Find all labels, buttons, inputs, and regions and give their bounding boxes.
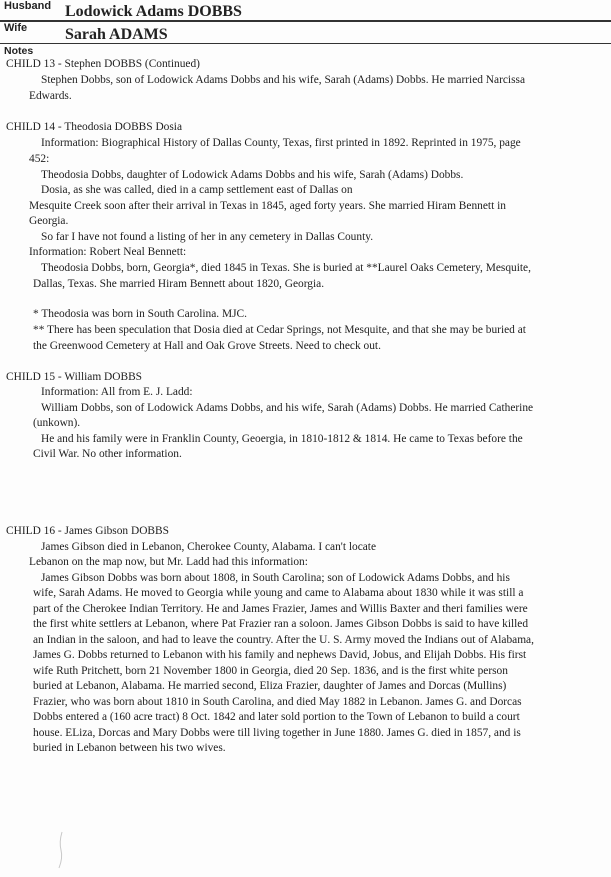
note-line: the first white settlers at Lebanon, where Pat Frazier ran a soloon. James Gibson Dobbs is said to have killed [33, 618, 529, 630]
note-line: He and his family were in Franklin County, Geoergia, in 1810-1812 & 1814. He came to Texas before the [41, 433, 523, 445]
husband-name: Lodowick Adams DOBBS [65, 3, 242, 20]
note-line: (unkown). [33, 417, 81, 429]
note-line: Information: Biographical History of Dallas County, Texas, first printed in 1892. Reprinted in 1975, page [41, 137, 521, 149]
note-line: Frazier, who was born about 1810 in South Carolina, and died May 1882 in Lebanon. James G. and Dorcas [33, 696, 522, 708]
wife-name: Sarah ADAMS [65, 26, 168, 43]
child-13-heading: CHILD 13 - Stephen DOBBS (Continued) [6, 58, 200, 70]
notes-label: Notes [4, 45, 34, 57]
note-line: buried in Lebanon between his two wives. [33, 742, 226, 754]
husband-label: Husband [4, 0, 52, 12]
note-line: Mesquite Creek soon after their arrival in Texas in 1845, aged forty years. She married Hiram Bennett in [29, 200, 506, 212]
header-rule-bottom [0, 43, 611, 44]
note-line: Dosia, as she was called, died in a camp settlement east of Dallas on [41, 184, 353, 196]
note-line: Stephen Dobbs, son of Lodowick Adams Dobbs and his wife, Sarah (Adams) Dobbs. He married Narcissa [41, 74, 526, 86]
child-14-heading: CHILD 14 - Theodosia DOBBS Dosia [6, 121, 183, 133]
note-line: Information: All from E. J. Ladd: [41, 386, 193, 398]
note-line: wife Ruth Pritchett, born 21 November 1800 in Georgia, died 20 Sep. 1836, and is the first white person [33, 665, 508, 677]
header-rule-top [0, 20, 611, 22]
child-15-heading: CHILD 15 - William DOBBS [6, 371, 143, 383]
note-line: Dobbs entered a (160 acre tract) 8 Oct. 1842 and later sold portion to the Town of Lebanon to build a court [33, 711, 520, 723]
note-line: James G. Dobbs returned to Lebanon with his family and nephews David, Jobus, and Elijah Dobbs. His first [33, 649, 527, 661]
note-line: part of the Cherokee Indian Territory. He and James Frazier, James and Willis Baxter and theri families were [33, 603, 528, 615]
scan-mark [56, 830, 66, 870]
note-line: Civil War. No other information. [33, 448, 182, 460]
note-line: Theodosia Dobbs, born, Georgia*, died 1845 in Texas. She is buried at **Laurel Oaks Cemetery, Mesquite, [41, 262, 531, 274]
note-line: Lebanon on the map now, but Mr. Ladd had this information: [29, 556, 308, 568]
note-line: James Gibson Dobbs was born about 1808, in South Carolina; son of Lodowick Adams Dobbs, and his [41, 572, 510, 584]
note-line: Information: Robert Neal Bennett: [29, 246, 187, 258]
note-line: buried at Lebanon, Alabama. He married second, Eliza Frazier, daughter of James and Dorcas (Mullins) [33, 680, 507, 692]
wife-label: Wife [4, 22, 28, 34]
note-line: Georgia. [29, 215, 69, 227]
note-line: Edwards. [29, 90, 72, 102]
note-line: William Dobbs, son of Lodowick Adams Dobbs, and his wife, Sarah (Adams) Dobbs. He married Catherine [41, 402, 534, 414]
footnote-line: * Theodosia was born in South Carolina. MJC. [33, 308, 247, 320]
note-line: an Indian in the saloon, and had to leave the country. After the U. S. Army moved the Indians out of Alabama, [33, 634, 534, 646]
note-line: 452: [29, 153, 50, 165]
note-line: wife, Sarah Adams. He moved to Georgia while young and came to Alabama about 1830 while it was still a [33, 587, 524, 599]
note-line: Theodosia Dobbs, daughter of Lodowick Adams Dobbs and his wife, Sarah (Adams) Dobbs. [41, 169, 464, 181]
footnote-line: the Greenwood Cemetery at Hall and Oak Grove Streets. Need to check out. [33, 340, 381, 352]
footnote-line: ** There has been speculation that Dosia died at Cedar Springs, not Mesquite, and that she may be buried at [33, 324, 526, 336]
note-line: James Gibson died in Lebanon, Cherokee County, Alabama. I can't locate [41, 541, 377, 553]
note-line: So far I have not found a listing of her in any cemetery in Dallas County. [41, 231, 374, 243]
note-line: house. ELiza, Dorcas and Mary Dobbs were till living together in June 1880. James G. died in 1857, and is [33, 727, 521, 739]
note-line: Dallas, Texas. She married Hiram Bennett about 1820, Georgia. [33, 278, 325, 290]
child-16-heading: CHILD 16 - James Gibson DOBBS [6, 525, 169, 537]
